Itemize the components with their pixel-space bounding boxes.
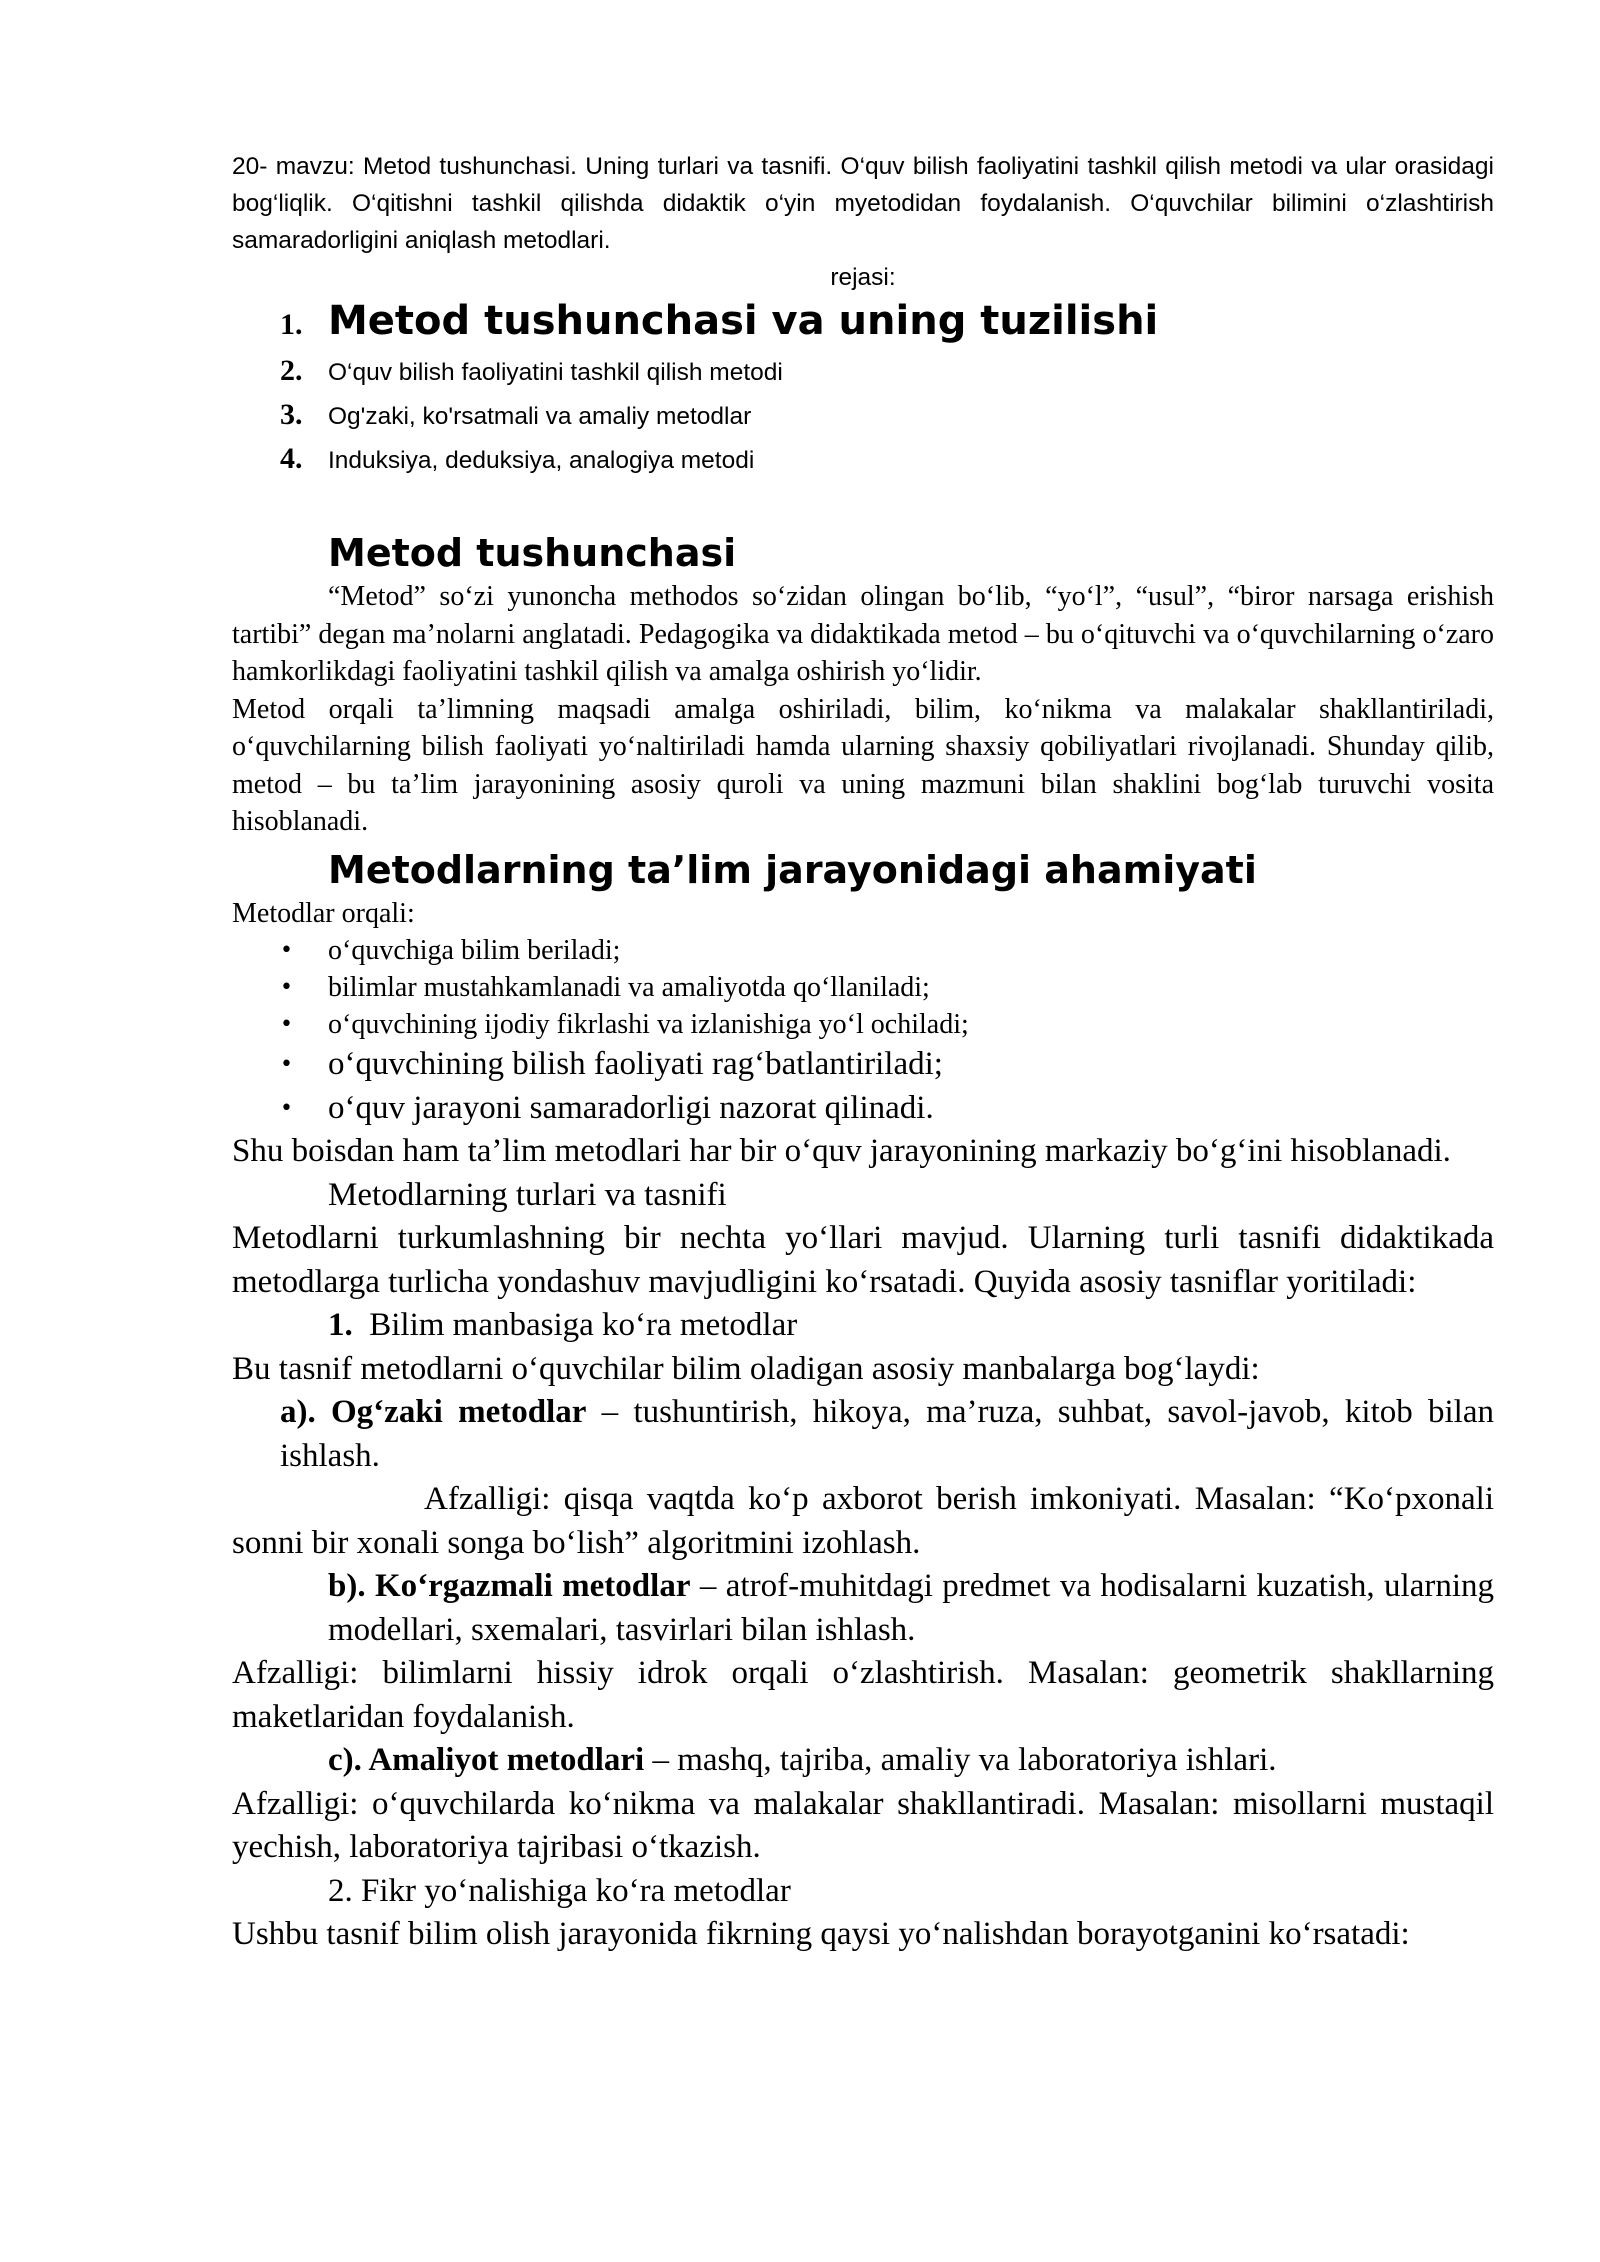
paragraph: “Metod” so‘zi yunoncha methodos so‘zidan olingan bo‘lib, “yo‘l”, “usul”, “biror narsaga erishish tartibi” degan ma’nolarni anglatadi. Pedagogika va didaktikada metod – bu o‘qituvchi va o‘quvchilarning o‘zaro hamkorlikdagi faoliyatini tashkil qilish va amalga oshirish yo‘lidir. <box>232 581 1494 687</box>
plan-item-number: 3. <box>280 398 303 431</box>
bullet-list <box>232 932 1494 1130</box>
list-item: • o‘quv jarayoni samaradorligi nazorat qilinadi. <box>280 1087 1494 1131</box>
plan-item <box>280 354 1494 398</box>
list-item: • bilimlar mustahkamlanadi va amaliyotda qo‘llaniladi; <box>280 969 1494 1006</box>
plan-item-text: Induksiya, deduksiya, analogiya metodi <box>328 447 755 474</box>
list-item: • o‘quvchining bilish faoliyati rag‘batlantiriladi; <box>280 1043 1494 1087</box>
plan-item-text: Og'zaki, ko'rsatmali va amaliy metodlar <box>328 403 752 430</box>
plan-item <box>280 298 1494 354</box>
method-b <box>232 1565 1494 1652</box>
method-a-advantage: Afzalligi: qisqa vaqtda ko‘p axborot berish imkoniyati. Masalan: “Ko‘pxonali sonni bir xonali songa bo‘lish” algoritmini izohlash. <box>232 1481 1494 1561</box>
classification-text: Bilim manbasiga ko‘ra metodlar <box>369 1307 798 1343</box>
plan-item-text: O‘quv bilish faoliyatini tashkil qilish metodi <box>328 359 783 386</box>
paragraph: Bu tasnif metodlarni o‘quvchilar bilim oladigan asosiy manbalarga bog‘laydi: <box>232 1350 1260 1387</box>
section-title-ahamiyati: Metodlarning ta’lim jarayonidagi ahamiyati <box>328 847 1257 892</box>
classification-title-1 <box>232 1304 1494 1348</box>
method-c-label: . Amaliyot metodlari <box>353 1742 645 1778</box>
topic-heading: 20- mavzu: Metod tushunchasi. Uning turlari va tasnifi. O‘quv bilish faoliyatini tashkil qilish metodi va ular orasidagi bog‘liqlik. O‘qitishni tashkil qilishda didaktik o‘yin myetodidan foydalanish. O‘quvchilar bilimini o‘zlashtirish samaradorligini aniqlash metodlari. <box>232 153 1494 254</box>
section-title-metod: Metod tushunchasi <box>328 531 737 575</box>
method-a-text: – tushuntirish, hikoya, ma’ruza, suhbat, savol-javob, kitob bilan ishlash. <box>280 1394 1494 1474</box>
plan-list <box>232 298 1494 486</box>
paragraph: Metodlarni turkumlashning bir nechta yo‘llari mavjud. Ularning turli tasnifi didaktikada metodlarga turlicha yondashuv mavjudligini ko‘rsatadi. Quyida asosiy tasniflar yoritiladi: <box>232 1220 1494 1300</box>
classification-number: 1. <box>328 1307 353 1343</box>
section-title-turlari: Metodlarning turlari va tasnifi <box>328 1176 727 1213</box>
classification-title-2: 2. Fikr yo‘nalishiga ko‘ra metodlar <box>328 1872 791 1909</box>
plan-item <box>280 442 1494 486</box>
paragraph: Metod orqali ta’limning maqsadi amalga oshiriladi, bilim, ko‘nikma va malakalar shakllantiriladi, o‘quvchilarning bilish faoliyati yo‘naltiriladi hamda ularning shaxsiy qobiliyatlari rivojlanadi. Shunday qilib, metod – bu ta’lim jarayonining asosiy quroli va uning mazmuni bilan shaklini bog‘lab turuvchi vosita hisoblanadi. <box>232 693 1494 837</box>
plan-item-number: 2. <box>280 354 303 387</box>
method-b-label: b). Ko‘rgazmali metodlar <box>328 1568 691 1604</box>
plan-item <box>280 398 1494 442</box>
document-page <box>232 148 1494 1957</box>
method-c-prefix: c) <box>328 1742 354 1778</box>
plan-item-number: 1. <box>280 308 303 341</box>
plan-item-number: 4. <box>280 442 303 475</box>
plan-item-text: Metod tushunchasi va uning tuzilishi <box>328 298 1159 344</box>
method-a-label: a). Og‘zaki metodlar <box>280 1394 587 1430</box>
method-c-advantage: Afzalligi: o‘quvchilarda ko‘nikma va malakalar shakllantiradi. Masalan: misollarni mustaqil yechish, laboratoriya tajribasi o‘tkazish. <box>232 1785 1494 1865</box>
list-item: • o‘quvchiga bilim beriladi; <box>280 932 1494 969</box>
paragraph: Metodlar orqali: <box>232 897 415 929</box>
method-c-text: – mashq, tajriba, amaliy va laboratoriya ishlari. <box>644 1742 1277 1778</box>
method-b-text: – atrof-muhitdagi predmet va hodisalarni kuzatish, ularning modellari, sxemalari, tasvirlari bilan ishlash. <box>328 1568 1495 1648</box>
method-b-advantage: Afzalligi: bilimlarni hissiy idrok orqali o‘zlashtirish. Masalan: geometrik shakllarning maketlaridan foydalanish. <box>232 1655 1494 1735</box>
paragraph: Shu boisdan ham ta’lim metodlari har bir o‘quv jarayonining markaziy bo‘g‘ini hisoblanadi. <box>232 1133 1451 1169</box>
method-c <box>232 1739 1494 1783</box>
method-a <box>232 1391 1494 1478</box>
plan-label: rejasi: <box>830 264 896 291</box>
list-item: • o‘quvchining ijodiy fikrlashi va izlanishiga yo‘l ochiladi; <box>280 1006 1494 1043</box>
paragraph: Ushbu tasnif bilim olish jarayonida fikrning qaysi yo‘nalishdan borayotganini ko‘rsatadi: <box>232 1916 1410 1952</box>
